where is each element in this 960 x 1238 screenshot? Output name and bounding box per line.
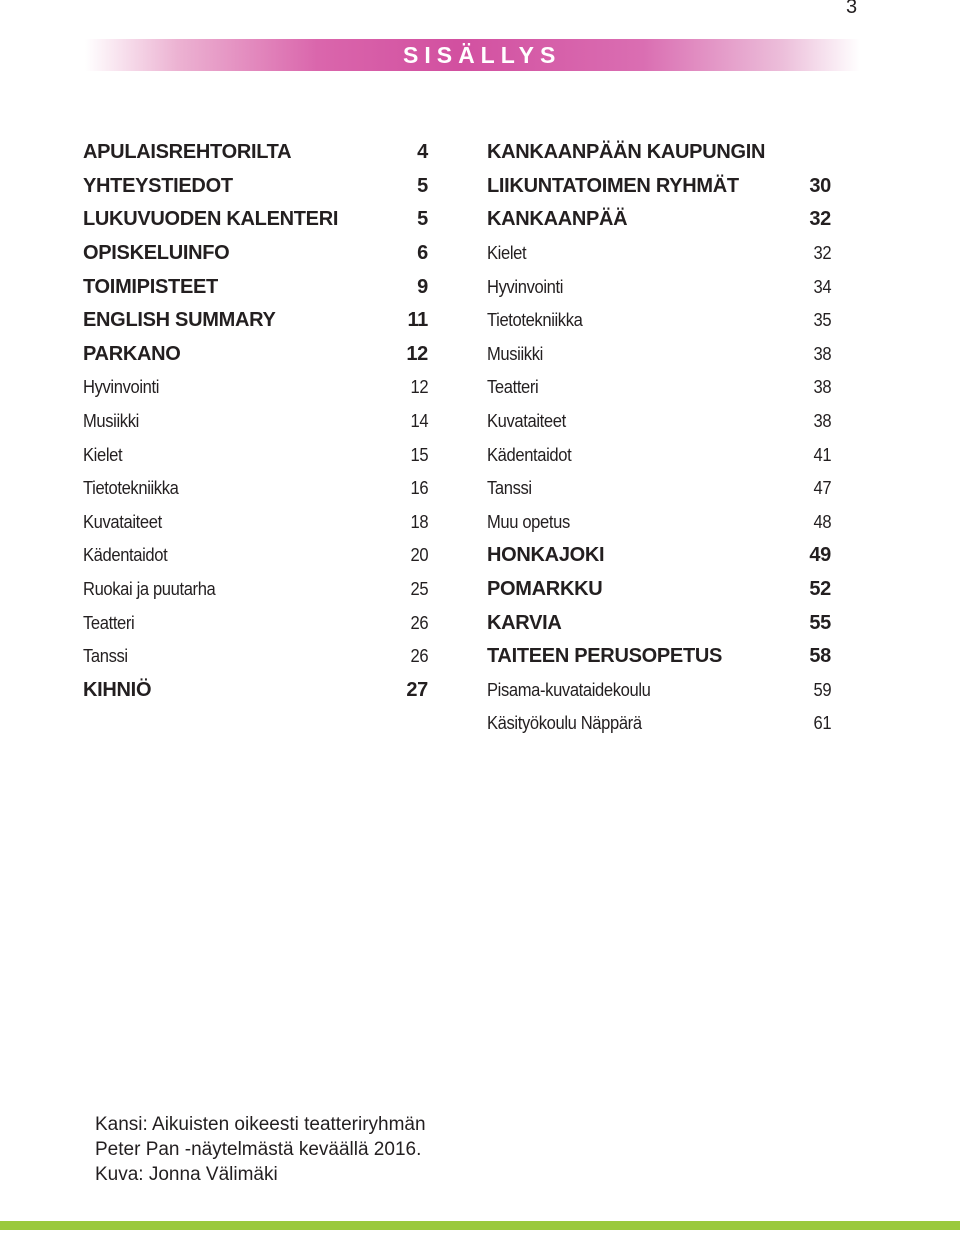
toc-entry-page: 59: [813, 679, 831, 700]
toc-entry-page: 32: [809, 208, 831, 231]
toc-entry-page: 15: [410, 444, 428, 465]
toc-entry: [83, 270, 428, 304]
toc-entry-label: Kädentaidot: [487, 444, 572, 465]
toc-entry-label: TAITEEN PERUSOPETUS: [487, 645, 723, 668]
toc-entry: [487, 674, 831, 708]
toc-entry: [83, 438, 428, 472]
toc-entry-page: 35: [813, 310, 831, 331]
toc-entry-page: 14: [410, 411, 428, 432]
toc-entry: [487, 203, 831, 237]
toc-entry-label: Pisama-kuvataidekoulu: [487, 679, 651, 700]
toc-entry: [83, 304, 428, 338]
toc-entry-label: Tanssi: [83, 646, 128, 667]
toc-entry: [83, 573, 428, 607]
toc-entry: [487, 438, 831, 472]
toc-entry: [487, 270, 831, 304]
caption-line: Kansi: Aikuisten oikeesti teatteriryhmän: [95, 1114, 426, 1135]
toc-entry-page: 48: [813, 511, 831, 532]
toc-entry: [487, 640, 831, 674]
toc-entry-label: Kielet: [487, 243, 527, 264]
toc-entry-label: Muu opetus: [487, 511, 570, 532]
toc-entry: [83, 674, 428, 708]
toc-entry-label: Tietotekniikka: [487, 310, 583, 331]
toc-entry-page: 26: [410, 612, 428, 633]
toc-entry: [83, 170, 428, 204]
toc-entry-label: YHTEYSTIEDOT: [83, 174, 233, 197]
toc-entry-page: 47: [813, 478, 831, 499]
toc-entry: [83, 539, 428, 573]
toc-entry: [83, 203, 428, 237]
toc-entry-label: Käsityökoulu Näppärä: [487, 713, 642, 734]
toc-entry-label: Musiikki: [487, 343, 543, 364]
toc-entry: [83, 405, 428, 439]
toc-entry: [487, 539, 831, 573]
toc-entry: [487, 573, 831, 607]
toc-entry-label: APULAISREHTORILTA: [83, 141, 292, 164]
toc-entry-page: 11: [407, 309, 428, 332]
toc-entry-page: 34: [813, 276, 831, 297]
cover-caption: [95, 1112, 426, 1187]
toc-entry: [83, 506, 428, 540]
toc-entry-label: Kuvataiteet: [487, 411, 566, 432]
bottom-accent-bar: [0, 1221, 960, 1230]
toc-entry: [83, 237, 428, 271]
toc-entry-label: Hyvinvointi: [83, 377, 160, 398]
toc-entry-label: Ruokai ja puutarha: [83, 579, 216, 600]
toc-entry-page: 32: [813, 243, 831, 264]
toc-entry-label: KANKAANPÄÄ: [487, 208, 628, 231]
toc-entry-label: LIIKUNTATOIMEN RYHMÄT: [487, 174, 739, 197]
toc-entry-page: 38: [813, 377, 831, 398]
toc-entry-page: 38: [813, 411, 831, 432]
toc-entry: [83, 472, 428, 506]
toc-entry: [83, 371, 428, 405]
toc-entry-label: HONKAJOKI: [487, 544, 605, 567]
toc-entry-page: 38: [813, 343, 831, 364]
toc-entry: [83, 136, 428, 170]
toc-entry-page: 4: [417, 141, 428, 164]
toc-entry-label: KARVIA: [487, 611, 562, 634]
toc-entry-page: 52: [809, 578, 831, 601]
toc-entry: [487, 606, 831, 640]
toc-entry-label: TOIMIPISTEET: [83, 275, 218, 298]
toc-entry-page: 18: [410, 511, 428, 532]
toc-entry-label: Musiikki: [83, 411, 139, 432]
toc-entry-label: Tanssi: [487, 478, 532, 499]
toc-entry-label: Tietotekniikka: [83, 478, 179, 499]
toc-entry-page: 12: [410, 377, 428, 398]
toc-entry: [487, 338, 831, 372]
toc-entry-label: Teatteri: [487, 377, 539, 398]
toc-entry-label: LUKUVUODEN KALENTERI: [83, 208, 339, 231]
toc-entry-page: 12: [406, 342, 428, 365]
toc-entry-page: 5: [417, 208, 428, 231]
toc-entry: [83, 606, 428, 640]
toc-entry: [487, 371, 831, 405]
toc-entry: [487, 170, 831, 204]
toc-entry: [83, 640, 428, 674]
toc-entry-label: ENGLISH SUMMARY: [83, 309, 276, 332]
toc-entry-page: 49: [809, 544, 831, 567]
toc-entry: [487, 237, 831, 271]
toc-entry-page: 6: [417, 242, 428, 265]
toc-entry: [487, 472, 831, 506]
toc-entry-page: 30: [809, 174, 831, 197]
toc-left-column: [83, 136, 428, 707]
toc-entry-page: 9: [417, 275, 428, 298]
toc-entry-page: 27: [406, 678, 428, 701]
toc-entry-label: POMARKKU: [487, 578, 603, 601]
caption-line: Peter Pan -näytelmästä keväällä 2016.: [95, 1139, 422, 1160]
toc-entry-page: 20: [410, 545, 428, 566]
toc-entry: [487, 136, 831, 170]
toc-entry-page: 61: [813, 713, 831, 734]
caption-line: Kuva: Jonna Välimäki: [95, 1164, 278, 1185]
toc-entry: [487, 304, 831, 338]
toc-right-column: [487, 136, 831, 741]
toc-entry-page: 25: [410, 579, 428, 600]
toc-entry-page: 26: [410, 646, 428, 667]
toc-entry-page: 55: [809, 611, 831, 634]
toc-entry-label: PARKANO: [83, 342, 181, 365]
toc-entry-label: Teatteri: [83, 612, 135, 633]
toc-entry-label: KANKAANPÄÄN KAUPUNGIN: [487, 141, 766, 164]
toc-entry: [83, 338, 428, 372]
toc-entry-page: 5: [417, 174, 428, 197]
toc-entry-label: Kädentaidot: [83, 545, 168, 566]
toc-entry: [487, 707, 831, 741]
toc-entry-label: KIHNIÖ: [83, 678, 152, 701]
page-number: 3: [846, 0, 858, 18]
page-title: SISÄLLYS: [403, 42, 562, 68]
toc-entry: [487, 506, 831, 540]
toc-entry: [487, 405, 831, 439]
toc-entry-page: 41: [813, 444, 831, 465]
toc-entry-label: OPISKELUINFO: [83, 242, 230, 265]
toc-entry-label: Kuvataiteet: [83, 511, 162, 532]
toc-entry-label: Hyvinvointi: [487, 276, 564, 297]
toc-entry-page: 58: [809, 645, 831, 668]
toc-entry-page: 16: [410, 478, 428, 499]
toc-entry-label: Kielet: [83, 444, 123, 465]
